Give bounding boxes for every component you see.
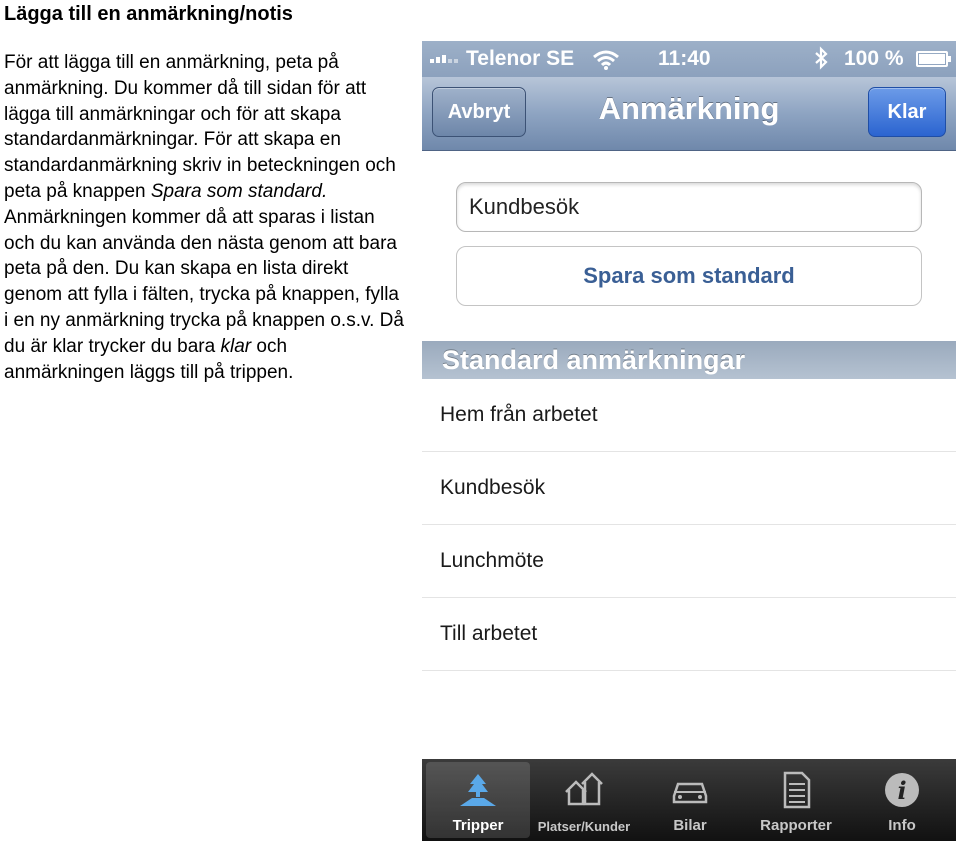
tab-platser-kunder[interactable]: [532, 762, 636, 838]
wifi-icon: [592, 49, 620, 77]
instructions-part-2: Anmärkningen kommer då att sparas i listan och du kan använda den nästa genom att bara peta på den. Du kan skapa en lista direkt genom att fylla i fälten, trycka på knappen, fylla i en ny anmärkning trycka på knappen o.s.v. Då du är klar trycker du bara: [4, 206, 404, 357]
done-button[interactable]: Klar: [868, 87, 946, 137]
instructions-emphasis-save-standard: Spara som standard.: [150, 180, 328, 202]
svg-text:i: i: [897, 776, 907, 805]
tab-label: Rapporter: [760, 817, 832, 834]
status-bar: [422, 41, 956, 77]
list-item[interactable]: Lunchmöte: [422, 525, 956, 598]
list-item[interactable]: Till arbetet: [422, 598, 956, 671]
tab-bilar[interactable]: [638, 762, 742, 838]
tab-bar: [422, 759, 956, 841]
tree-road-icon: [458, 770, 498, 810]
info-icon: [882, 770, 922, 810]
list-item[interactable]: Kundbesök: [422, 452, 956, 525]
tab-tripper[interactable]: [426, 762, 530, 838]
tab-label: Bilar: [673, 817, 707, 834]
houses-icon: [564, 770, 604, 810]
tab-label: Tripper: [452, 817, 504, 834]
tab-label: Info: [888, 817, 916, 834]
navigation-bar: [422, 77, 956, 151]
tab-info[interactable]: [850, 762, 954, 838]
standard-notes-list: [422, 379, 956, 671]
standard-notes-header: Standard anmärkningar: [422, 341, 956, 379]
car-icon: [670, 770, 710, 810]
signal-icon: [430, 55, 458, 63]
list-item[interactable]: Hem från arbetet: [422, 379, 956, 452]
battery-icon: [916, 51, 948, 67]
instructions-part-1: För att lägga till en anmärkning, peta på anmärkning. Du kommer då till sidan för att lägga till anmärkningar och för att skapa standardanmärkningar. För att skapa en standardanmärkning skriv in beteckningen och peta på knappen: [4, 52, 396, 202]
save-as-standard-button[interactable]: Spara som standard: [456, 246, 922, 306]
battery-percent: 100 %: [844, 47, 904, 70]
report-document-icon: [776, 770, 816, 810]
page-title: Lägga till en anmärkning/notis: [4, 3, 293, 25]
phone-screenshot: [422, 41, 956, 841]
instructions-part-3: och anmärkningen läggs till på trippen.: [4, 335, 294, 383]
cancel-button[interactable]: Avbryt: [432, 87, 526, 137]
instructions-text: [4, 50, 404, 385]
tab-rapporter[interactable]: [744, 762, 848, 838]
carrier-name: Telenor SE: [466, 47, 575, 70]
clock: 11:40: [658, 47, 711, 70]
note-input[interactable]: [456, 182, 922, 232]
instructions-emphasis-done: klar: [220, 335, 252, 357]
nav-title: Anmärkning: [598, 91, 780, 126]
bluetooth-icon: [814, 46, 828, 76]
tab-label: Platser/Kunder: [537, 819, 631, 834]
